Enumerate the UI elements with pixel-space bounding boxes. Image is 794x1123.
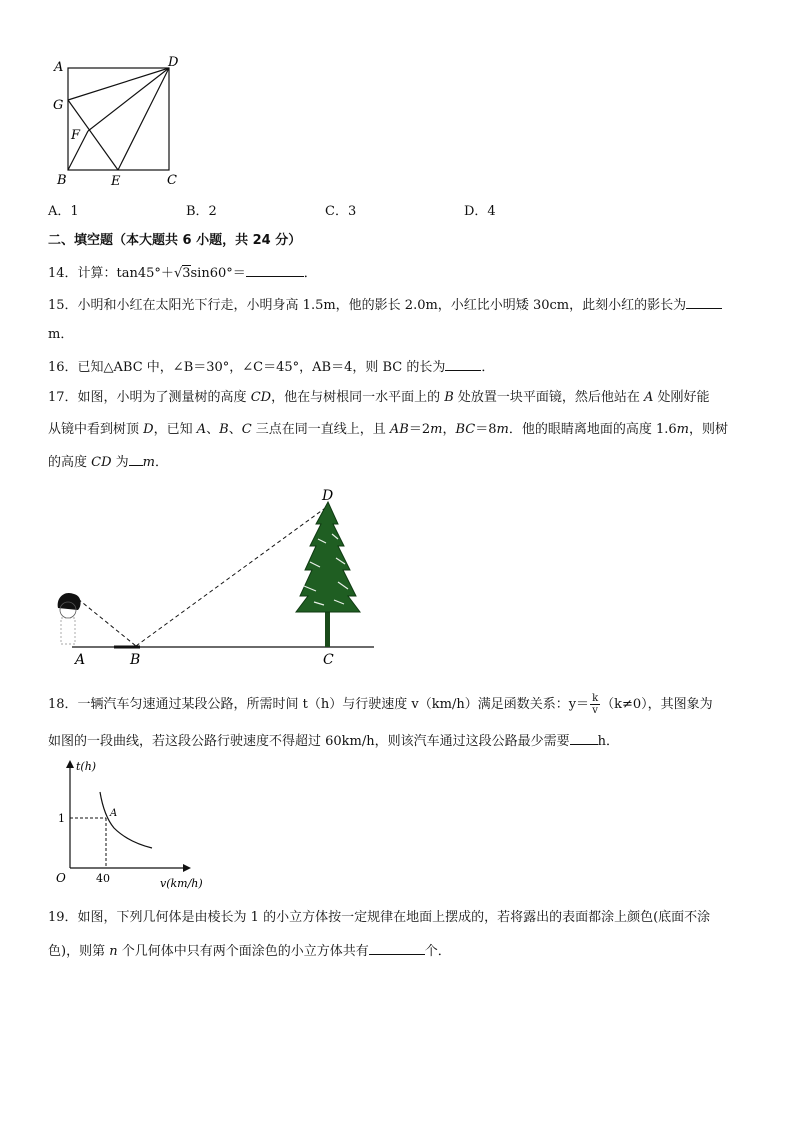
label-G: G [53, 98, 64, 113]
question-15-line2: m． [48, 327, 74, 342]
q17-var: D [143, 422, 154, 437]
q17-var: A [644, 390, 654, 405]
x-tick-label: 40 [96, 872, 110, 885]
label-E: E [111, 174, 121, 189]
q17-text: ＝8 [475, 422, 497, 437]
fraction-k-over-v [590, 693, 600, 716]
q16-end: ． [481, 360, 495, 375]
q16-text: 16．已知△ABC 中，∠B＝30°，∠C＝45°，AB＝4，则 BC 的长为 [48, 360, 446, 375]
q17-var: B [219, 422, 229, 437]
q19-text: 个． [424, 944, 451, 959]
function-graph [48, 758, 218, 894]
q14-end: ． [303, 266, 317, 281]
question-17-line2 [48, 420, 728, 440]
q17-var: m [430, 422, 443, 437]
question-17-line1 [48, 388, 710, 408]
q17-text: 三点在同一直线上，且 [251, 422, 390, 437]
q17-var: CD [250, 390, 272, 405]
q18-answer-blank[interactable] [570, 730, 598, 745]
q19-answer-blank[interactable] [369, 940, 425, 955]
q17-text: 、 [228, 422, 242, 437]
question-19-line1 [48, 908, 710, 928]
q19-text: 个几何体中只有两个面涂色的小立方体共有 [117, 944, 369, 959]
label-F: F [71, 128, 81, 143]
question-17-line3 [48, 451, 168, 473]
option-b: B．2 [186, 204, 217, 219]
q17-text: 的高度 [48, 455, 92, 470]
q17-var: m [676, 422, 689, 437]
q14-radicand: 3 [182, 266, 191, 281]
label-B: B [130, 652, 141, 668]
q14-prefix: 14．计算：tan45°＋ [48, 266, 174, 281]
x-axis-label: v(km/h) [160, 877, 203, 890]
q17-var: CD [91, 455, 112, 470]
question-15-line1 [48, 294, 722, 316]
point-a-label: A [110, 808, 118, 819]
question-14 [48, 262, 317, 284]
q17-text: ，他在与树根同一水平面上的 [271, 390, 445, 405]
label-B: B [57, 173, 67, 188]
q17-text: ，则树 [689, 422, 729, 437]
option-d: D．4 [464, 204, 496, 219]
q17-var: m [496, 422, 509, 437]
q15-answer-blank[interactable] [686, 294, 722, 309]
q16-answer-blank[interactable] [445, 356, 481, 371]
label-D: D [168, 55, 179, 70]
origin-label: O [56, 871, 66, 885]
label-C: C [323, 652, 334, 668]
q17-answer-blank[interactable] [129, 451, 143, 466]
person-icon [58, 593, 81, 644]
fraction-numerator: k [592, 693, 599, 704]
square-figure [48, 52, 198, 192]
q19-var: n [109, 944, 118, 959]
q19-text: 色)，则第 [48, 944, 110, 959]
label-C: C [167, 173, 177, 188]
q17-text: 、 [206, 422, 220, 437]
question-18-line1 [48, 693, 713, 716]
section-heading: 二、填空题（本大题共 6 小题，共 24 分） [48, 233, 302, 248]
hyperbola-curve [100, 792, 152, 848]
q17-var: A [196, 422, 207, 437]
option-c: C．3 [325, 204, 357, 219]
y-axis-label: t(h) [76, 760, 97, 773]
q17-var: C [241, 422, 252, 437]
q18-text: （k≠0），其图象为 [601, 697, 713, 712]
tree-mirror-figure [48, 484, 388, 670]
label-A: A [54, 60, 64, 75]
fraction-denominator: v [592, 705, 598, 716]
q18-text: h． [597, 734, 620, 749]
q14-suffix: sin60°＝ [190, 266, 246, 281]
q17-var: BC [455, 422, 476, 437]
q17-text: ＝2 [408, 422, 431, 437]
option-a: A．1 [48, 204, 79, 219]
question-18-line2 [48, 730, 619, 752]
q17-text: 17．如图，小明为了测量树的高度 [48, 390, 251, 405]
q17-var: B [444, 390, 454, 405]
q17-text: ， [442, 422, 456, 437]
q17-text: ，已知 [153, 422, 197, 437]
q15-text: 15．小明和小红在太阳光下行走，小明身高 1.5m，他的影长 2.0m，小红比小明矮 30cm，此刻小红的影长为 [48, 298, 687, 313]
q17-text: 从镜中看到树顶 [48, 422, 144, 437]
q17-var: m [142, 455, 155, 470]
q18-text: 如图的一段曲线，若这段公路行驶速度不得超过 60km/h，则该汽车通过这段公路最少需要 [48, 734, 570, 749]
q17-var: AB [389, 422, 409, 437]
q14-answer-blank[interactable] [246, 262, 304, 277]
label-D: D [322, 488, 334, 504]
y-tick-label: 1 [58, 812, 65, 825]
question-19-line2 [48, 940, 451, 962]
q17-text: 处刚好能 [653, 390, 710, 405]
tree-icon [296, 502, 360, 647]
q17-text: ． [154, 455, 168, 470]
q17-text: 为 [111, 455, 129, 470]
q17-text: ．他的眼睛离地面的高度 1.6 [508, 422, 677, 437]
q17-text: 处放置一块平面镜，然后他站在 [453, 390, 645, 405]
question-16 [48, 356, 494, 378]
q19-text: 19．如图，下列几何体是由棱长为 1 的小立方体按一定规律在地面上摆成的，若将露出的表面都涂上颜色(底面不涂 [48, 910, 711, 925]
label-A: A [75, 652, 86, 668]
q18-text: 18．一辆汽车匀速通过某段公路，所需时间 t（h）与行驶速度 v（km/h）满足函数关系：y＝ [48, 697, 590, 712]
sqrt-symbol: √ [173, 266, 183, 281]
